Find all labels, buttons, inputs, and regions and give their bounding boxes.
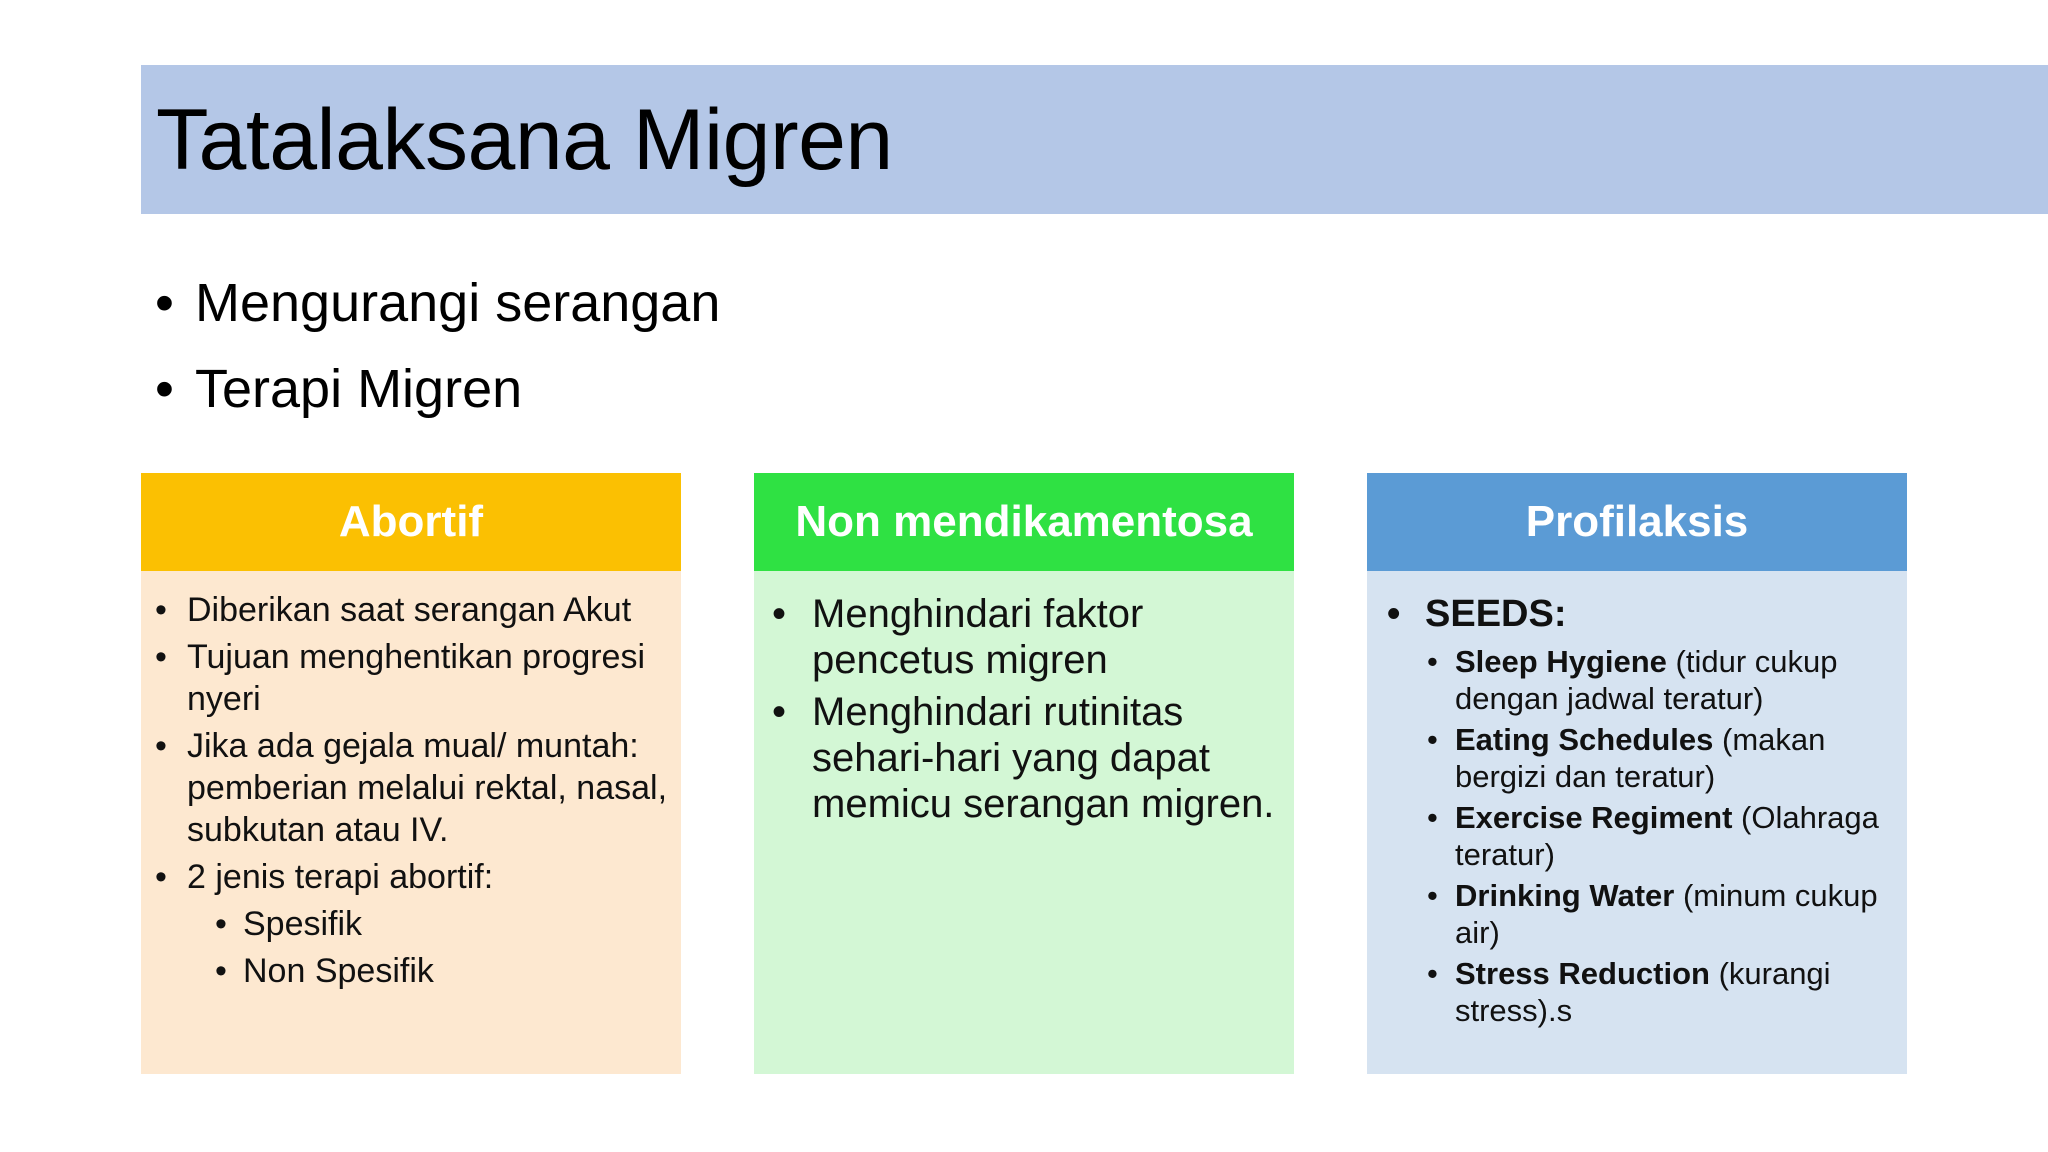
card-body-profilaksis [1367,571,1907,1074]
slide-title: Tatalaksana Migren [156,92,893,188]
seeds-desc: (tidur cukup dengan jadwal teratur) [1455,644,1838,716]
sub-list-item: • Non Spesifik [215,950,671,992]
seeds-term: Exercise Regiment [1455,800,1733,835]
bullet-item: • Mengurangi serangan [155,260,720,346]
list-item [1427,955,1897,1029]
seeds-section [1387,591,1897,1033]
abortif-sub-list [215,903,671,992]
card-body-abortif [141,571,681,1074]
bullet-item: • Terapi Migren [155,346,720,432]
list-item: • Diberikan saat serangan Akut [155,589,671,631]
title-bar [141,65,2048,214]
card-profilaksis [1367,473,1907,1074]
sub-list-wrap [155,903,671,992]
card-header-non-mendikamentosa: Non mendikamentosa [754,473,1294,571]
list-item: • Jika ada gejala mual/ muntah: pemberian melalui rektal, nasal, subkutan atau IV. [155,725,671,851]
card-body-non-mendikamentosa [754,571,1294,1074]
seeds-term: Drinking Water [1455,878,1675,913]
card-header-abortif: Abortif [141,473,681,571]
seeds-list [1427,643,1897,1029]
card-abortif [141,473,681,1074]
seeds-desc: (Olahraga teratur) [1455,800,1879,872]
list-item: • Tujuan menghentikan progresi nyeri [155,636,671,720]
top-bullet-list [155,260,720,432]
non-mendikamentosa-list [772,591,1280,833]
abortif-list [155,589,671,997]
list-item [1427,877,1897,951]
list-item: • 2 jenis terapi abortif: [155,856,671,898]
seeds-desc: (minum cukup air) [1455,878,1878,950]
card-header-profilaksis: Profilaksis [1367,473,1907,571]
seeds-term: Sleep Hygiene [1455,644,1667,679]
list-item [1427,721,1897,795]
seeds-desc: (kurangi stress).s [1455,956,1831,1028]
seeds-term: Stress Reduction [1455,956,1710,991]
seeds-desc: (makan bergizi dan teratur) [1455,722,1826,794]
sub-list-item: • Spesifik [215,903,671,945]
list-item: • Menghindari rutinitas sehari-hari yang dapat memicu serangan migren. [772,689,1280,827]
list-item: • Menghindari faktor pencetus migren [772,591,1280,683]
seeds-term: Eating Schedules [1455,722,1714,757]
card-non-mendikamentosa [754,473,1294,1074]
list-item [1427,643,1897,717]
seeds-label: • SEEDS: [1387,591,1897,637]
list-item [1427,799,1897,873]
